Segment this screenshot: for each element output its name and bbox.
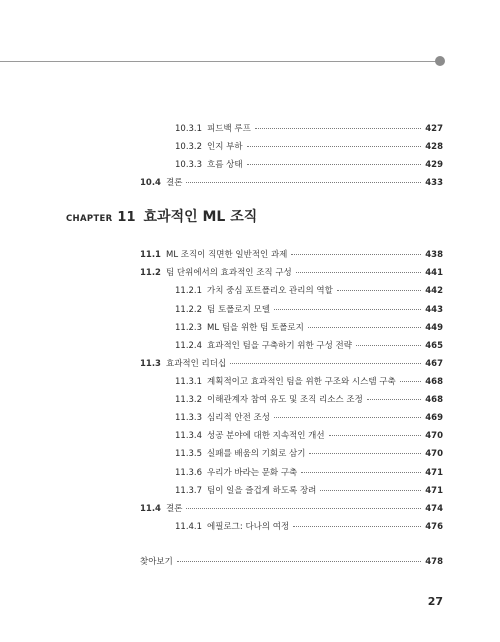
toc-page: 442 — [425, 286, 443, 296]
toc-number: 11.3.2 — [175, 395, 203, 405]
toc-page: 427 — [425, 124, 443, 134]
toc-entry[interactable] — [140, 504, 443, 515]
toc-page: 449 — [425, 323, 443, 333]
toc-number: 11.2.4 — [175, 341, 203, 351]
toc-entry-index[interactable] — [140, 557, 443, 568]
toc-entry[interactable] — [175, 305, 443, 316]
toc-number: 11.3.4 — [175, 431, 203, 441]
toc-number: 11.3.7 — [175, 486, 203, 496]
toc-entry[interactable] — [175, 323, 443, 334]
dot-leader — [329, 435, 422, 436]
toc-title: 결론 — [165, 504, 183, 514]
toc-title: 에필로그: 다나의 여정 — [207, 522, 290, 532]
toc-title: 심리적 안전 조성 — [207, 413, 270, 423]
toc-entry[interactable] — [175, 341, 443, 352]
chapter-title: 효과적인 ML 조직 — [143, 209, 258, 225]
toc-page: 469 — [425, 413, 443, 423]
toc-number: 10.3.2 — [175, 142, 203, 152]
dot-leader — [337, 290, 421, 291]
toc-entry[interactable] — [175, 395, 443, 406]
toc-entry[interactable] — [175, 522, 443, 533]
dot-leader — [177, 561, 421, 562]
toc-entry[interactable] — [175, 160, 443, 171]
toc-entry[interactable] — [140, 178, 443, 189]
page-number: 27 — [427, 595, 443, 608]
dot-leader — [308, 327, 421, 328]
toc-entry[interactable] — [175, 124, 443, 135]
toc-number: 11.3.3 — [175, 413, 203, 423]
toc-number: 10.3.3 — [175, 160, 203, 170]
dot-leader — [247, 146, 422, 147]
toc-number: 11.2 — [140, 268, 161, 278]
toc-page: 443 — [425, 305, 443, 315]
toc-number: 11.3.1 — [175, 377, 203, 387]
toc-page: 428 — [425, 142, 443, 152]
toc-page: 471 — [425, 468, 443, 478]
toc-title: 계획적이고 효과적인 팀을 위한 구조와 시스템 구축 — [207, 377, 396, 387]
toc-title: 흐름 상태 — [207, 160, 243, 170]
dot-leader — [274, 417, 421, 418]
dot-leader — [293, 526, 421, 527]
toc-page: 468 — [425, 377, 443, 387]
toc-title: 가치 중심 포트폴리오 관리의 역할 — [207, 286, 333, 296]
dot-leader — [186, 508, 421, 509]
toc-number: 10.4 — [140, 178, 161, 188]
toc-title: 이해관계자 참여 유도 및 조직 리소스 조정 — [207, 395, 363, 405]
toc-entry[interactable] — [175, 449, 443, 460]
toc-title: 실패를 배움의 기회로 삼기 — [207, 449, 306, 459]
dot-leader — [356, 345, 421, 346]
dot-leader — [186, 182, 421, 183]
toc-number: 11.4 — [140, 504, 161, 514]
toc-page: 429 — [425, 160, 443, 170]
toc-page: 474 — [425, 504, 443, 514]
toc-number: 11.2.2 — [175, 305, 203, 315]
toc-page: 476 — [425, 522, 443, 532]
header-rule — [0, 61, 437, 62]
dot-leader — [301, 472, 421, 473]
toc-page: 478 — [425, 557, 443, 567]
chapter-label: CHAPTER — [66, 214, 113, 224]
toc-page: 467 — [425, 359, 443, 369]
toc-entry[interactable] — [175, 286, 443, 297]
toc-entry[interactable] — [140, 359, 443, 370]
toc-number: 11.2.1 — [175, 286, 203, 296]
toc-entry[interactable] — [175, 142, 443, 153]
dot-leader — [255, 128, 421, 129]
toc-title: 찾아보기 — [140, 557, 173, 567]
dot-leader — [309, 453, 421, 454]
toc-title: ML 조직이 직면한 일반적인 과제 — [165, 250, 288, 260]
toc-number: 11.2.3 — [175, 323, 203, 333]
toc-page: 470 — [425, 431, 443, 441]
toc-number: 10.3.1 — [175, 124, 203, 134]
toc-number: 11.4.1 — [175, 522, 203, 532]
dot-leader — [230, 363, 421, 364]
dot-leader — [274, 309, 421, 310]
toc-entry[interactable] — [140, 250, 443, 261]
toc-number: 11.3 — [140, 359, 161, 369]
toc-page: 441 — [425, 268, 443, 278]
dot-leader — [296, 272, 422, 273]
toc-entry[interactable] — [175, 377, 443, 388]
dot-leader — [247, 164, 422, 165]
toc-page: 465 — [425, 341, 443, 351]
chapter-heading[interactable] — [66, 206, 257, 226]
toc-entry[interactable] — [175, 468, 443, 479]
toc-page: 468 — [425, 395, 443, 405]
toc-title: 효과적인 팀을 구축하기 위한 구성 전략 — [207, 341, 352, 351]
toc-title: 팀 단위에서의 효과적인 조직 구성 — [165, 268, 292, 278]
toc-title: 팀이 일을 즐겁게 하도록 장려 — [207, 486, 317, 496]
toc-title: 피드백 루프 — [207, 124, 251, 134]
toc-page: 438 — [425, 250, 443, 260]
toc-page: 471 — [425, 486, 443, 496]
dot-leader — [367, 399, 421, 400]
toc-title: 결론 — [165, 178, 183, 188]
toc-entry[interactable] — [175, 431, 443, 442]
toc-title: ML 팀을 위한 팀 토폴로지 — [207, 323, 304, 333]
toc-page: 470 — [425, 449, 443, 459]
toc-page: 433 — [425, 178, 443, 188]
toc-title: 우리가 바라는 문화 구축 — [207, 468, 298, 478]
toc-number: 11.3.6 — [175, 468, 203, 478]
toc-title: 인지 부하 — [207, 142, 243, 152]
toc-number: 11.1 — [140, 250, 161, 260]
toc-title: 성공 분야에 대한 지속적인 개선 — [207, 431, 325, 441]
toc-number: 11.3.5 — [175, 449, 203, 459]
toc-entry[interactable] — [175, 413, 443, 424]
toc-title: 효과적인 리더십 — [165, 359, 227, 369]
toc-title: 팀 토폴로지 모델 — [207, 305, 270, 315]
toc-entry[interactable] — [175, 486, 443, 497]
toc-entry[interactable] — [140, 268, 443, 279]
dot-leader — [400, 381, 422, 382]
dot-leader — [320, 490, 421, 491]
dot-leader — [291, 254, 421, 255]
chapter-number: 11 — [117, 210, 136, 225]
header-dot — [435, 56, 445, 66]
